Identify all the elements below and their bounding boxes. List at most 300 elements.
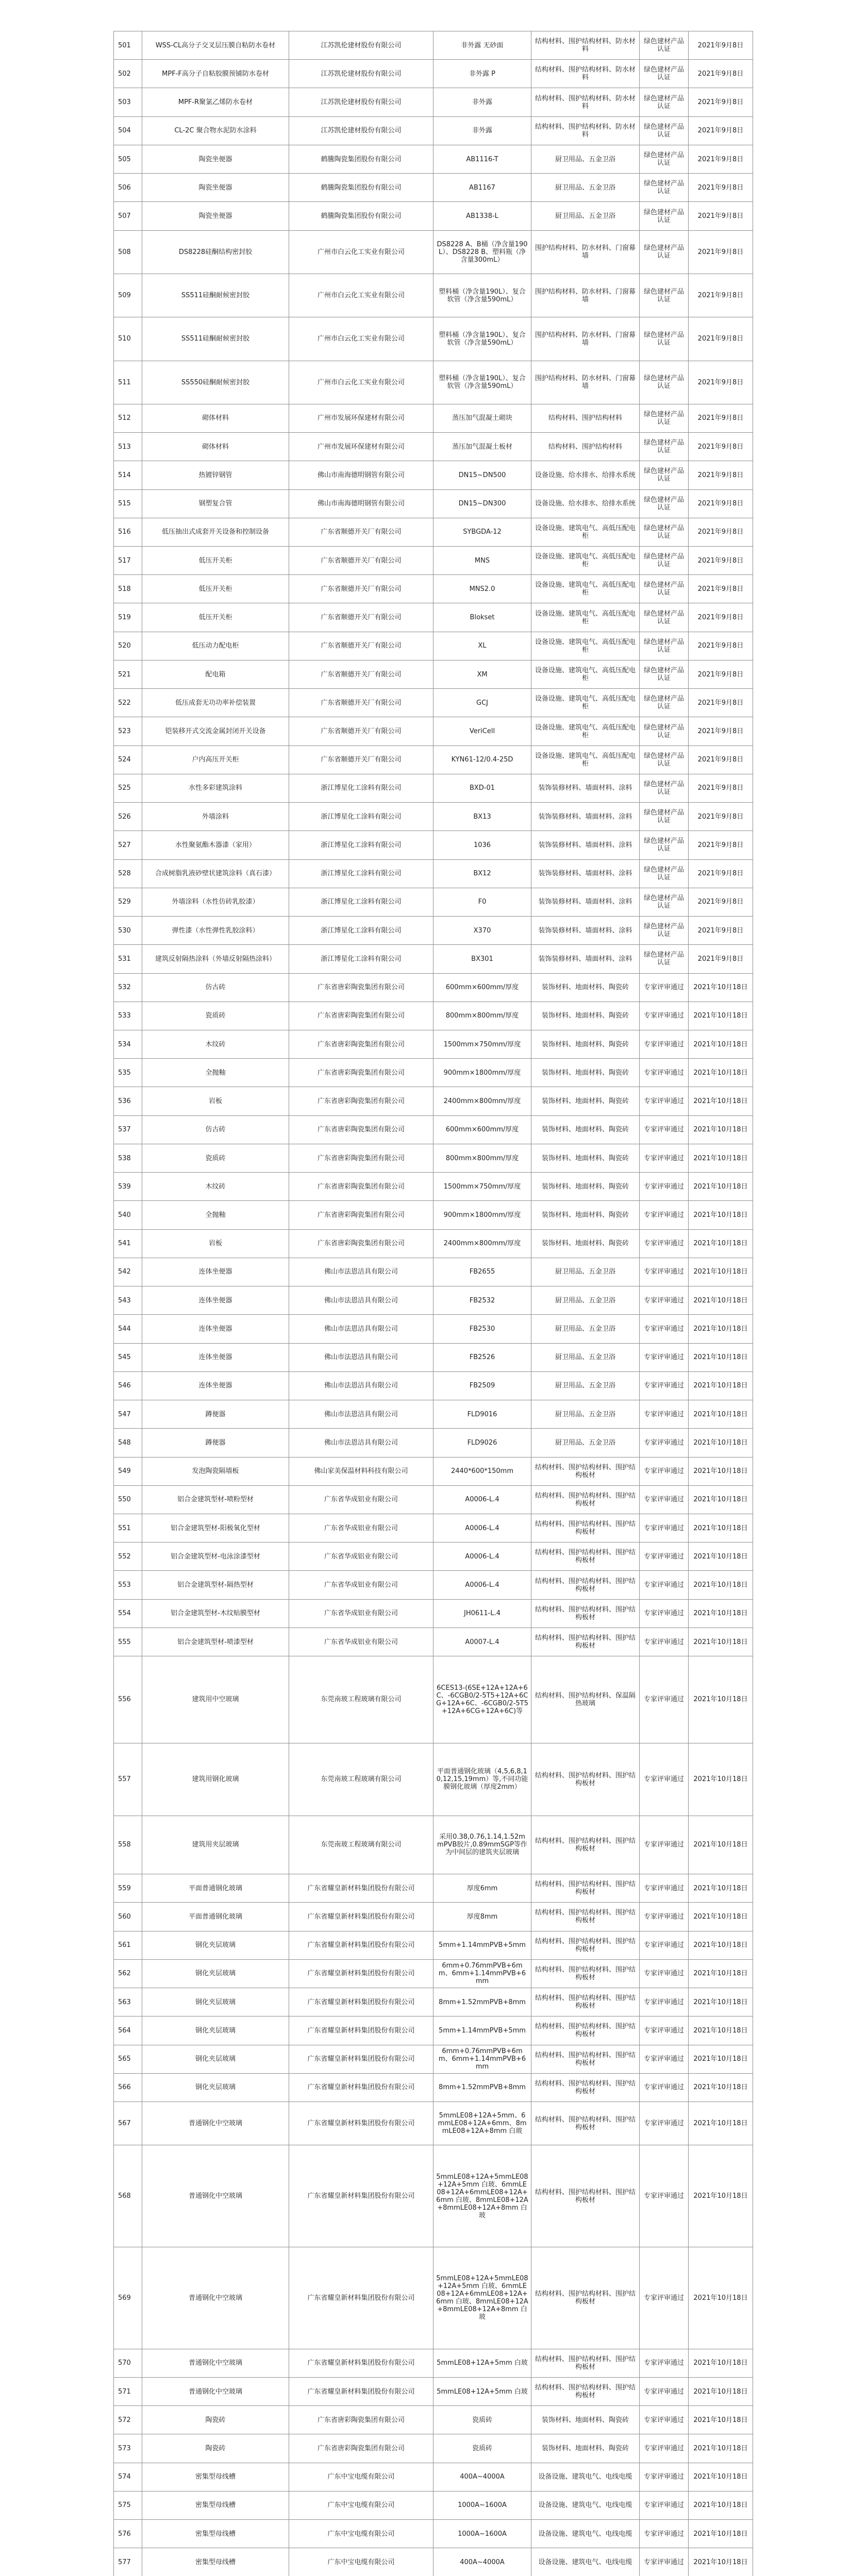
- cell-name: 钢塑复合管: [142, 489, 289, 518]
- cell-type: 绿色建材产品认证: [640, 404, 689, 432]
- cell-type: 专家评审通过: [640, 1343, 689, 1371]
- cell-maker: 江苏凯伦建材股份有限公司: [289, 88, 433, 116]
- cell-category: 结构材料、围护结构材料、围护结构板材: [531, 2145, 640, 2247]
- cell-category: 厨卫用品、五金卫浴: [531, 1258, 640, 1286]
- cell-date: 2021年10月18日: [689, 2463, 753, 2491]
- cell-name: 建筑用中空玻璃: [142, 1656, 289, 1743]
- cell-model: 1036: [433, 831, 531, 859]
- cell-maker: 佛山市法恩洁具有限公司: [289, 1400, 433, 1429]
- cell-model: 厚度8mm: [433, 1903, 531, 1931]
- cell-type: 专家评审通过: [640, 1628, 689, 1656]
- cell-date: 2021年10月18日: [689, 973, 753, 1002]
- cell-name: 低压抽出式成套开关设备和控制设备: [142, 518, 289, 546]
- cell-date: 2021年10月18日: [689, 1816, 753, 1874]
- cell-model: 1000A~1600A: [433, 2520, 531, 2548]
- cell-type: 绿色建材产品认证: [640, 145, 689, 173]
- cell-model: 900mm×1800mm/厚度: [433, 1059, 531, 1087]
- cell-model: 400A~4000A: [433, 2463, 531, 2491]
- table-row: [114, 945, 753, 973]
- table-row: [114, 1059, 753, 1087]
- cell-no: 553: [114, 1571, 142, 1599]
- cell-no: 571: [114, 2377, 142, 2405]
- table-row: [114, 361, 753, 404]
- cell-no: 533: [114, 1002, 142, 1030]
- cell-name: 连体坐便器: [142, 1371, 289, 1400]
- cell-no: 556: [114, 1656, 142, 1743]
- cell-name: 钢化夹层玻璃: [142, 2045, 289, 2073]
- table-row: [114, 1959, 753, 1988]
- cell-model: MNS: [433, 547, 531, 575]
- cell-maker: 广东省华成铝业有限公司: [289, 1599, 433, 1628]
- cell-maker: 浙江博星化工涂料有限公司: [289, 888, 433, 916]
- cell-category: 结构材料、围护结构材料、围护结构板材: [531, 2102, 640, 2145]
- cell-maker: 广东省耀皇新材料集团股份有限公司: [289, 2073, 433, 2102]
- table-row: [114, 202, 753, 230]
- cell-model: A0006-L.4: [433, 1543, 531, 1571]
- cell-type: 专家评审通过: [640, 1514, 689, 1542]
- cell-no: 572: [114, 2406, 142, 2434]
- cell-model: FB2530: [433, 1315, 531, 1343]
- cell-maker: 广东省华成铝业有限公司: [289, 1628, 433, 1656]
- cell-category: 厨卫用品、五金卫浴: [531, 1429, 640, 1457]
- cell-maker: 广东省唐彩陶瓷集团有限公司: [289, 1087, 433, 1115]
- cell-date: 2021年10月18日: [689, 1173, 753, 1201]
- cell-no: 541: [114, 1229, 142, 1258]
- cell-type: 绿色建材产品认证: [640, 317, 689, 361]
- cell-no: 570: [114, 2349, 142, 2377]
- cell-category: 装饰装修材料、墙面材料、涂料: [531, 831, 640, 859]
- cell-type: 专家评审通过: [640, 1173, 689, 1201]
- cell-category: 厨卫用品、五金卫浴: [531, 1286, 640, 1315]
- cell-type: 专家评审通过: [640, 1743, 689, 1816]
- table-row: [114, 461, 753, 489]
- cell-name: 蹲便器: [142, 1400, 289, 1429]
- cell-category: 设备设施、给水排水、给排水系统: [531, 489, 640, 518]
- cell-maker: 广东省耀皇新材料集团股份有限公司: [289, 2102, 433, 2145]
- cell-date: 2021年10月18日: [689, 1030, 753, 1058]
- cell-type: 绿色建材产品认证: [640, 689, 689, 717]
- cell-model: 800mm×800mm/厚度: [433, 1002, 531, 1030]
- table-row: [114, 1903, 753, 1931]
- cell-name: 钢化夹层玻璃: [142, 1988, 289, 2016]
- cell-no: 560: [114, 1903, 142, 1931]
- table-row: [114, 31, 753, 60]
- cell-name: 连体坐便器: [142, 1258, 289, 1286]
- cell-category: 厨卫用品、五金卫浴: [531, 202, 640, 230]
- table-row: [114, 404, 753, 432]
- cell-category: 结构材料、围护结构材料、围护结构板材: [531, 1959, 640, 1988]
- table-row: [114, 1988, 753, 2016]
- cell-maker: 东莞南玻工程玻璃有限公司: [289, 1816, 433, 1874]
- cell-type: 专家评审通过: [640, 1115, 689, 1144]
- cell-name: 普通钢化中空玻璃: [142, 2247, 289, 2349]
- cell-model: VeriCell: [433, 717, 531, 745]
- cell-name: 铝合金建筑型材-阳极氧化型材: [142, 1514, 289, 1542]
- cell-model: 900mm×1800mm/厚度: [433, 1201, 531, 1229]
- cell-no: 525: [114, 774, 142, 802]
- cell-model: 厚度6mm: [433, 1874, 531, 1903]
- cell-category: 结构材料、围护结构材料、围护结构板材: [531, 2349, 640, 2377]
- cell-model: 2440*600*150mm: [433, 1457, 531, 1485]
- table-row: [114, 1514, 753, 1542]
- table-row: [114, 1173, 753, 1201]
- cell-maker: 鹤騰陶瓷集团股份有限公司: [289, 202, 433, 230]
- cell-name: 陶瓷坐便器: [142, 145, 289, 173]
- cell-maker: 佛山市法恩洁具有限公司: [289, 1429, 433, 1457]
- cell-name: SS550硅酮耐候密封胶: [142, 361, 289, 404]
- cell-name: 低压开关柜: [142, 575, 289, 603]
- cell-name: 铝合金建筑型材-电泳涂漆型材: [142, 1543, 289, 1571]
- cell-no: 507: [114, 202, 142, 230]
- cell-name: 低压成套无功功率补偿装置: [142, 689, 289, 717]
- cell-maker: 广东省华成铝业有限公司: [289, 1543, 433, 1571]
- cell-type: 绿色建材产品认证: [640, 230, 689, 274]
- cell-no: 506: [114, 174, 142, 202]
- table-row: [114, 917, 753, 945]
- table-row: [114, 2406, 753, 2434]
- cell-maker: 浙江博星化工涂料有限公司: [289, 803, 433, 831]
- cell-model: 非外露 P: [433, 60, 531, 88]
- cell-maker: 广东省耀皇新材料集团股份有限公司: [289, 1931, 433, 1959]
- cell-type: 专家评审通过: [640, 1599, 689, 1628]
- cell-no: 562: [114, 1959, 142, 1988]
- table-row: [114, 2145, 753, 2247]
- cell-type: 专家评审通过: [640, 1002, 689, 1030]
- cell-name: DS8228硅酮结构密封胶: [142, 230, 289, 274]
- cell-date: 2021年10月18日: [689, 1743, 753, 1816]
- cell-date: 2021年10月18日: [689, 1059, 753, 1087]
- cell-no: 575: [114, 2491, 142, 2519]
- cell-name: 陶瓷砖: [142, 2406, 289, 2434]
- cell-type: 专家评审通过: [640, 2045, 689, 2073]
- table-row: [114, 1571, 753, 1599]
- cell-name: 普通钢化中空玻璃: [142, 2349, 289, 2377]
- cell-date: 2021年9月8日: [689, 361, 753, 404]
- cell-maker: 浙江博星化工涂料有限公司: [289, 917, 433, 945]
- cell-date: 2021年10月18日: [689, 2377, 753, 2405]
- cell-no: 550: [114, 1485, 142, 1514]
- cell-date: 2021年9月8日: [689, 145, 753, 173]
- cell-type: 绿色建材产品认证: [640, 116, 689, 145]
- cell-type: 专家评审通过: [640, 2016, 689, 2045]
- cell-model: FLD9016: [433, 1400, 531, 1429]
- cell-type: 绿色建材产品认证: [640, 717, 689, 745]
- cell-category: 结构材料、围护结构材料、围护结构板材: [531, 1599, 640, 1628]
- cell-type: 绿色建材产品认证: [640, 489, 689, 518]
- cell-date: 2021年9月8日: [689, 404, 753, 432]
- cell-date: 2021年10月18日: [689, 2145, 753, 2247]
- cell-name: 瓷质砖: [142, 1002, 289, 1030]
- table-row: [114, 1286, 753, 1315]
- cell-no: 515: [114, 489, 142, 518]
- cell-name: SS511硅酮耐候密封胶: [142, 274, 289, 317]
- cell-model: AB1167: [433, 174, 531, 202]
- cell-model: 瓷质砖: [433, 2406, 531, 2434]
- cell-maker: 广东省耀皇新材料集团股份有限公司: [289, 2247, 433, 2349]
- cell-maker: 广东省唐彩陶瓷集团有限公司: [289, 1201, 433, 1229]
- cell-type: 绿色建材产品认证: [640, 831, 689, 859]
- table-row: [114, 2349, 753, 2377]
- cell-type: 专家评审通过: [640, 1087, 689, 1115]
- cell-name: 蹲便器: [142, 1429, 289, 1457]
- cell-date: 2021年9月8日: [689, 31, 753, 60]
- cell-maker: 鹤騰陶瓷集团股份有限公司: [289, 174, 433, 202]
- cell-type: 专家评审通过: [640, 973, 689, 1002]
- cell-model: 600mm×600mm/厚度: [433, 1115, 531, 1144]
- cell-model: Blokset: [433, 603, 531, 632]
- cell-maker: 广东省唐彩陶瓷集团有限公司: [289, 973, 433, 1002]
- table-row: [114, 2434, 753, 2463]
- cell-date: 2021年10月18日: [689, 1315, 753, 1343]
- cell-no: 543: [114, 1286, 142, 1315]
- cell-no: 502: [114, 60, 142, 88]
- cell-maker: 广东省顺德开关厂有限公司: [289, 660, 433, 688]
- cell-type: 专家评审通过: [640, 1988, 689, 2016]
- cell-type: 专家评审通过: [640, 2520, 689, 2548]
- cell-no: 558: [114, 1816, 142, 1874]
- cell-model: BX301: [433, 945, 531, 973]
- cell-name: 陶瓷坐便器: [142, 174, 289, 202]
- table-row: [114, 2377, 753, 2405]
- cell-date: 2021年9月8日: [689, 230, 753, 274]
- cell-no: 504: [114, 116, 142, 145]
- cell-date: 2021年10月18日: [689, 2016, 753, 2045]
- cell-category: 设备设施、建筑电气、高低压配电柜: [531, 547, 640, 575]
- cell-no: 519: [114, 603, 142, 632]
- cell-name: 陶瓷砖: [142, 2434, 289, 2463]
- cell-maker: 广东省顺德开关厂有限公司: [289, 632, 433, 660]
- cell-type: 绿色建材产品认证: [640, 202, 689, 230]
- cell-category: 结构材料、围护结构材料、围护结构板材: [531, 2073, 640, 2102]
- cell-no: 526: [114, 803, 142, 831]
- cell-maker: 浙江博星化工涂料有限公司: [289, 945, 433, 973]
- cell-no: 517: [114, 547, 142, 575]
- cell-maker: 广东省顺德开关厂有限公司: [289, 518, 433, 546]
- cell-name: 仿古砖: [142, 1115, 289, 1144]
- cell-date: 2021年10月18日: [689, 1543, 753, 1571]
- cell-date: 2021年10月18日: [689, 2349, 753, 2377]
- cell-name: 铝合金建筑型材-喷漆型材: [142, 1628, 289, 1656]
- cell-model: DN15~DN300: [433, 489, 531, 518]
- cell-date: 2021年10月18日: [689, 1201, 753, 1229]
- table-row: [114, 2102, 753, 2145]
- cell-date: 2021年9月8日: [689, 603, 753, 632]
- cell-date: 2021年9月8日: [689, 174, 753, 202]
- cell-model: XM: [433, 660, 531, 688]
- cell-name: 全抛釉: [142, 1201, 289, 1229]
- cell-date: 2021年9月8日: [689, 945, 753, 973]
- cell-model: A0006-L.4: [433, 1571, 531, 1599]
- cell-maker: 浙江博星化工涂料有限公司: [289, 859, 433, 888]
- cell-category: 装饰装修材料、墙面材料、涂料: [531, 888, 640, 916]
- cell-type: 绿色建材产品认证: [640, 945, 689, 973]
- cell-model: MNS2.0: [433, 575, 531, 603]
- cell-model: 非外露: [433, 116, 531, 145]
- cell-date: 2021年9月8日: [689, 575, 753, 603]
- cell-maker: 广东省华成铝业有限公司: [289, 1571, 433, 1599]
- cell-category: 装饰材料、地面材料、陶瓷砖: [531, 1030, 640, 1058]
- cell-name: 钢化夹层玻璃: [142, 2073, 289, 2102]
- cell-model: DS8228 A、B桶（净含量190L）、DS8228 B、塑料瓶（净含量300mL）: [433, 230, 531, 274]
- table-row: [114, 1429, 753, 1457]
- table-row: [114, 433, 753, 461]
- cell-maker: 佛山市法恩洁具有限公司: [289, 1315, 433, 1343]
- cell-date: 2021年9月8日: [689, 317, 753, 361]
- cell-maker: 东莞南玻工程玻璃有限公司: [289, 1743, 433, 1816]
- cell-name: 建筑用夹层玻璃: [142, 1816, 289, 1874]
- cell-type: 专家评审通过: [640, 2102, 689, 2145]
- cell-model: FB2526: [433, 1343, 531, 1371]
- cell-no: 527: [114, 831, 142, 859]
- cell-no: 561: [114, 1931, 142, 1959]
- cell-category: 设备设施、建筑电气、电线电缆: [531, 2463, 640, 2491]
- table-row: [114, 1144, 753, 1172]
- cell-model: 蒸压加气混凝土砌块: [433, 404, 531, 432]
- cell-no: 540: [114, 1201, 142, 1229]
- cell-type: 绿色建材产品认证: [640, 274, 689, 317]
- cell-model: JH0611-L.4: [433, 1599, 531, 1628]
- table-row: [114, 1229, 753, 1258]
- cell-maker: 佛山市南海德明钢管有限公司: [289, 461, 433, 489]
- cell-category: 设备设施、建筑电气、高低压配电柜: [531, 717, 640, 745]
- cell-no: 568: [114, 2145, 142, 2247]
- cell-category: 设备设施、给水排水、给排水系统: [531, 461, 640, 489]
- table-row: [114, 489, 753, 518]
- cell-maker: 广东省顺德开关厂有限公司: [289, 745, 433, 774]
- cell-maker: 广东省唐彩陶瓷集团有限公司: [289, 1115, 433, 1144]
- cell-category: 结构材料、围护结构材料、围护结构板材: [531, 1743, 640, 1816]
- table-row: [114, 547, 753, 575]
- cell-type: 专家评审通过: [640, 1656, 689, 1743]
- cell-model: 塑料桶（净含量190L）、复合软管（净含量590mL）: [433, 317, 531, 361]
- cell-no: 514: [114, 461, 142, 489]
- cell-maker: 广东省耀皇新材料集团股份有限公司: [289, 2045, 433, 2073]
- cell-name: 连体坐便器: [142, 1343, 289, 1371]
- cell-date: 2021年10月18日: [689, 1371, 753, 1400]
- table-row: [114, 274, 753, 317]
- cell-no: 529: [114, 888, 142, 916]
- cell-name: 平面普通钢化玻璃: [142, 1903, 289, 1931]
- cell-model: 塑料桶（净含量190L）、复合软管（净含量590mL）: [433, 361, 531, 404]
- cell-category: 厨卫用品、五金卫浴: [531, 1343, 640, 1371]
- cell-maker: 广东省唐彩陶瓷集团有限公司: [289, 2434, 433, 2463]
- cell-name: 配电箱: [142, 660, 289, 688]
- cell-date: 2021年9月8日: [689, 859, 753, 888]
- table-row: [114, 2520, 753, 2548]
- cell-category: 结构材料、围护结构材料、围护结构板材: [531, 1457, 640, 1485]
- cell-maker: 广东省顺德开关厂有限公司: [289, 575, 433, 603]
- cell-category: 结构材料、围护结构材料、围护结构板材: [531, 1543, 640, 1571]
- cell-name: 水性聚氨酯木器漆（家用）: [142, 831, 289, 859]
- cell-no: 565: [114, 2045, 142, 2073]
- cell-date: 2021年10月18日: [689, 1571, 753, 1599]
- cell-category: 设备设施、建筑电气、电线电缆: [531, 2548, 640, 2576]
- cell-no: 545: [114, 1343, 142, 1371]
- cell-type: 绿色建材产品认证: [640, 917, 689, 945]
- cell-maker: 佛山市法恩洁具有限公司: [289, 1371, 433, 1400]
- table-row: [114, 116, 753, 145]
- cell-date: 2021年10月18日: [689, 1343, 753, 1371]
- cell-date: 2021年10月18日: [689, 1599, 753, 1628]
- cell-maker: 广东省耀皇新材料集团股份有限公司: [289, 2145, 433, 2247]
- table-row: [114, 2247, 753, 2349]
- cell-maker: 广东省耀皇新材料集团股份有限公司: [289, 1988, 433, 2016]
- cell-category: 设备设施、建筑电气、电线电缆: [531, 2491, 640, 2519]
- cell-date: 2021年10月18日: [689, 1656, 753, 1743]
- table-body: [114, 31, 753, 2576]
- cell-date: 2021年9月8日: [689, 116, 753, 145]
- cell-category: 装饰材料、地面材料、陶瓷砖: [531, 2434, 640, 2463]
- cell-model: 8mm+1.52mmPVB+8mm: [433, 1988, 531, 2016]
- cell-date: 2021年9月8日: [689, 831, 753, 859]
- cell-no: 511: [114, 361, 142, 404]
- cell-date: 2021年10月18日: [689, 2434, 753, 2463]
- cell-maker: 广东中宝电缆有限公司: [289, 2491, 433, 2519]
- table-row: [114, 174, 753, 202]
- cell-no: 528: [114, 859, 142, 888]
- cell-type: 绿色建材产品认证: [640, 745, 689, 774]
- cell-name: 密集型母线槽: [142, 2548, 289, 2576]
- cell-maker: 广东省唐彩陶瓷集团有限公司: [289, 1229, 433, 1258]
- table-row: [114, 1543, 753, 1571]
- table-row: [114, 1115, 753, 1144]
- cell-maker: 佛山市法恩洁具有限公司: [289, 1258, 433, 1286]
- cell-model: 2400mm×800mm/厚度: [433, 1229, 531, 1258]
- cell-type: 专家评审通过: [640, 1429, 689, 1457]
- cell-category: 结构材料、围护结构材料、围护结构板材: [531, 2016, 640, 2045]
- cell-category: 结构材料、围护结构材料、围护结构板材: [531, 2247, 640, 2349]
- cell-name: 密集型母线槽: [142, 2491, 289, 2519]
- cell-name: 连体坐便器: [142, 1286, 289, 1315]
- cell-category: 厨卫用品、五金卫浴: [531, 1371, 640, 1400]
- cell-maker: 广东中宝电缆有限公司: [289, 2548, 433, 2576]
- cell-name: 砌体材料: [142, 433, 289, 461]
- cell-category: 装饰材料、地面材料、陶瓷砖: [531, 1144, 640, 1172]
- cell-category: 结构材料、围护结构材料、围护结构板材: [531, 2377, 640, 2405]
- cell-name: 低压动力配电柜: [142, 632, 289, 660]
- cell-model: 800mm×800mm/厚度: [433, 1144, 531, 1172]
- cell-name: 合成树脂乳液砂壁状建筑涂料（真石漆）: [142, 859, 289, 888]
- cell-no: 567: [114, 2102, 142, 2145]
- cell-type: 专家评审通过: [640, 1286, 689, 1315]
- cell-name: 外墙涂料: [142, 803, 289, 831]
- cell-name: SS511硅酮耐候密封胶: [142, 317, 289, 361]
- cell-maker: 广东中宝电缆有限公司: [289, 2463, 433, 2491]
- cell-maker: 东莞南玻工程玻璃有限公司: [289, 1656, 433, 1743]
- cell-no: 547: [114, 1400, 142, 1429]
- cell-no: 573: [114, 2434, 142, 2463]
- table-row: [114, 2463, 753, 2491]
- cell-model: 1500mm×750mm/厚度: [433, 1030, 531, 1058]
- cell-type: 绿色建材产品认证: [640, 547, 689, 575]
- cell-category: 设备设施、建筑电气、高低压配电柜: [531, 745, 640, 774]
- cell-type: 专家评审通过: [640, 2548, 689, 2576]
- cell-category: 围护结构材料、防水材料、门窗幕墙: [531, 230, 640, 274]
- cell-category: 结构材料、围护结构材料、围护结构板材: [531, 1931, 640, 1959]
- cell-model: FB2509: [433, 1371, 531, 1400]
- cell-date: 2021年10月18日: [689, 1628, 753, 1656]
- cell-model: 蒸压加气混凝土板材: [433, 433, 531, 461]
- table-row: [114, 831, 753, 859]
- cell-model: 5mm+1.14mmPVB+5mm: [433, 2016, 531, 2045]
- cell-category: 装饰材料、地面材料、陶瓷砖: [531, 1201, 640, 1229]
- cell-type: 专家评审通过: [640, 1457, 689, 1485]
- cell-category: 设备设施、建筑电气、电线电缆: [531, 2520, 640, 2548]
- cell-category: 结构材料、围护结构材料、防水材料: [531, 31, 640, 60]
- table-row: [114, 317, 753, 361]
- cell-category: 结构材料、围护结构材料、围护结构板材: [531, 1816, 640, 1874]
- cell-model: SYBGDA-12: [433, 518, 531, 546]
